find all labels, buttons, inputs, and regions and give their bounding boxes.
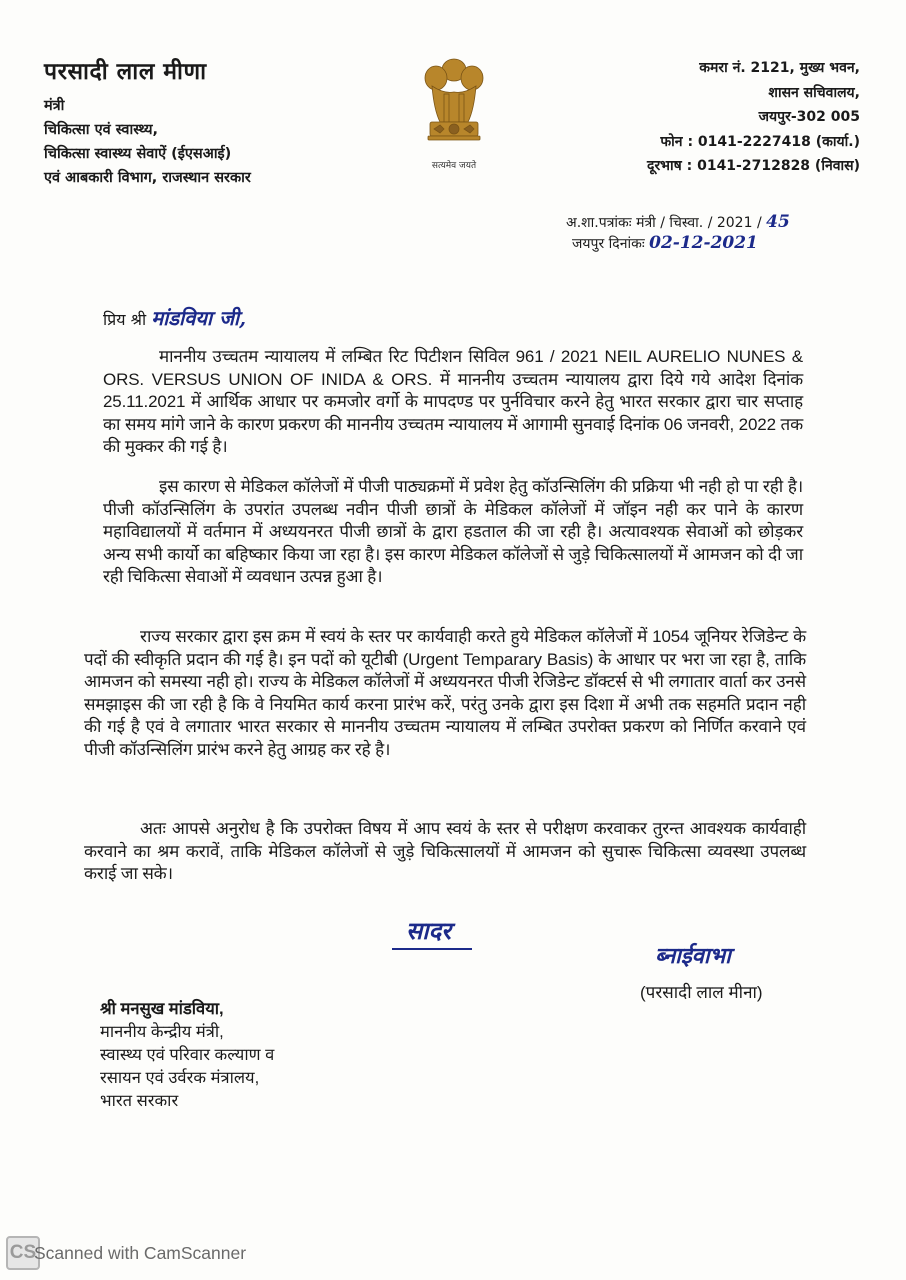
body-paragraph-2 [103, 476, 803, 589]
recipient-line: स्वास्थ्य एवं परिवार कल्याण व [100, 1046, 275, 1064]
handwritten-signature: ब्नाईवाभा [655, 943, 731, 969]
camscanner-logo-icon: CS [6, 1236, 40, 1270]
reference-label: अ.शा.पत्रांकः मंत्री / चिस्वा. / 2021 / [566, 215, 762, 231]
body-paragraph-1 [103, 346, 803, 459]
paragraph-text: इस कारण से मेडिकल कॉलेजों में पीजी पाठ्यक्रमों में प्रवेश हेतु कॉउन्सिलिंग की प्रक्रिया भी नही हो पा रही है। पीजी कॉउन्सिलिंग के उपरांत उपलब्ध नवीन पीजी छात्रों के मेडिकल कॉलेजों में जॉइन नही कर पाने के कारण महाविद्यालयों में वर्तमान में अध्ययनरत पीजी छात्रों के द्वारा हडताल की जा रही है। अत्यावश्यक सेवाओं को छोड़कर अन्य सभी कार्यो का बहिष्कार किया जा रहा है। इस कारण मेडिकल कॉलेजों से जुड़े चिकित्सालयों में आमजन को दी जा रही चिकित्सा सेवाओं में व्यवधान उत्पन्न हुआ है। [103, 477, 803, 587]
national-emblem [418, 52, 490, 170]
designation-line: चिकित्सा एवं स्वास्थ्य, [44, 122, 159, 138]
body-paragraph-4 [84, 818, 806, 886]
paragraph-text: माननीय उच्चतम न्यायालय में लम्बित रिट पिटीशन सिविल 961 / 2021 NEIL AURELIO NUNES & ORS. VERSUS UNION OF INIDA & ORS. में माननीय उच्चतम न्यायालय द्वारा दिये गये आदेश दिनांक 25.11.2021 में आर्थिक आधार पर कमजोर वर्गो के मापदण्ड पर पुर्नविचार करने हेतु भारत सरकार द्वारा चार सप्ताह का समय मांगे जाने के कारण प्रकरण की माननीय उच्चतम न्यायालय में आगामी सुनवाई दिनांक 06 जनवरी, 2022 तक की मुक्कर की गई है। [103, 347, 803, 457]
watermark-text: Scanned with CamScanner [34, 1242, 247, 1263]
recipient-name: श्री मनसुख मांडविया, [100, 1000, 224, 1018]
salutation [103, 304, 246, 331]
designation-line: चिकित्सा स्वास्थ्य सेवाऐं (ईएसआई) [44, 146, 232, 162]
date-value: 02-12-2021 [649, 233, 758, 253]
reference-number: 45 [766, 212, 790, 232]
recipient-line: भारत सरकार [100, 1092, 179, 1110]
initials-underline [392, 948, 472, 950]
letterhead-left [44, 54, 251, 190]
date-line [566, 233, 790, 254]
address-line: जयपुर-302 005 [758, 109, 860, 125]
recipient-line: रसायन एवं उर्वरक मंत्रालय, [100, 1069, 260, 1087]
letterhead-right [647, 56, 860, 179]
date-label: जयपुर दिनांकः [572, 236, 645, 252]
recipient-line: माननीय केन्द्रीय मंत्री, [100, 1023, 224, 1041]
handwritten-initials: सादर [406, 916, 451, 945]
designation-line: मंत्री [44, 98, 65, 114]
salutation-prefix: प्रिय श्री [103, 310, 147, 329]
camscanner-watermark [6, 1236, 246, 1270]
paragraph-text: अतः आपसे अनुरोध है कि उपरोक्त विषय में आप स्वयं के स्तर से परीक्षण करवाकर तुरन्त आवश्यक कार्यवाही करवाने का श्रम करावें, ताकि मेडिकल कॉलेजों से जुड़े चिकित्सालयों में आमजन को सुचारू चिकित्सा व्यवस्था उपलब्ध कराई जा सके। [84, 819, 806, 884]
emblem-motto: सत्यमेव जयते [431, 161, 477, 171]
salutation-handwritten-name: मांडविया जी, [151, 306, 247, 330]
signatory-name: (परसादी लाल मीना) [640, 983, 763, 1002]
body-paragraph-3 [84, 626, 806, 762]
address-line: कमरा नं. 2121, मुख्य भवन, [699, 60, 860, 76]
reference-line [566, 212, 790, 233]
residence-phone: दूरभाष : 0141-2712828 (निवास) [647, 158, 860, 174]
office-phone: फोन : 0141-2227418 (कार्या.) [660, 133, 860, 150]
minister-name: परसादी लाल मीणा [44, 59, 207, 85]
reference-block [566, 212, 790, 254]
designation-line: एवं आबकारी विभाग, राजस्थान सरकार [44, 170, 251, 186]
paragraph-text: राज्य सरकार द्वारा इस क्रम में स्वयं के स्तर पर कार्यवाही करते हुये मेडिकल कॉलेजों में 1054 जूनियर रेजिडेन्ट के पदों की स्वीकृति प्रदान की गई है। इन पदों को यूटीबी (Urgent Temparary Basis) के आधार पर भरा जा रहा है, ताकि आमजन को समस्या नही हो। राज्य के मेडिकल कॉलेजों में अध्ययनरत पीजी रेजिडेन्ट डॉक्टर्स से भी लगातार वार्ता कर उनसे समझाइस की जा रही है कि वे नियमित कार्य करना प्रारंभ करें, परंतु उनके द्वारा इस दिशा में अभी तक सहमति प्रदान नही की गई है एवं वे लगातार भारत सरकार से माननीय उच्चतम न्यायालय में लम्बित उपरोक्त प्रकरण को निर्णित करवाने एवं पीजी कॉउन्सिलिंग प्रारंभ करने हेतु आग्रह कर रहे है। [84, 627, 806, 759]
lion-capital-icon [418, 52, 490, 152]
address-line: शासन सचिवालय, [768, 84, 860, 101]
recipient-address [100, 998, 274, 1113]
